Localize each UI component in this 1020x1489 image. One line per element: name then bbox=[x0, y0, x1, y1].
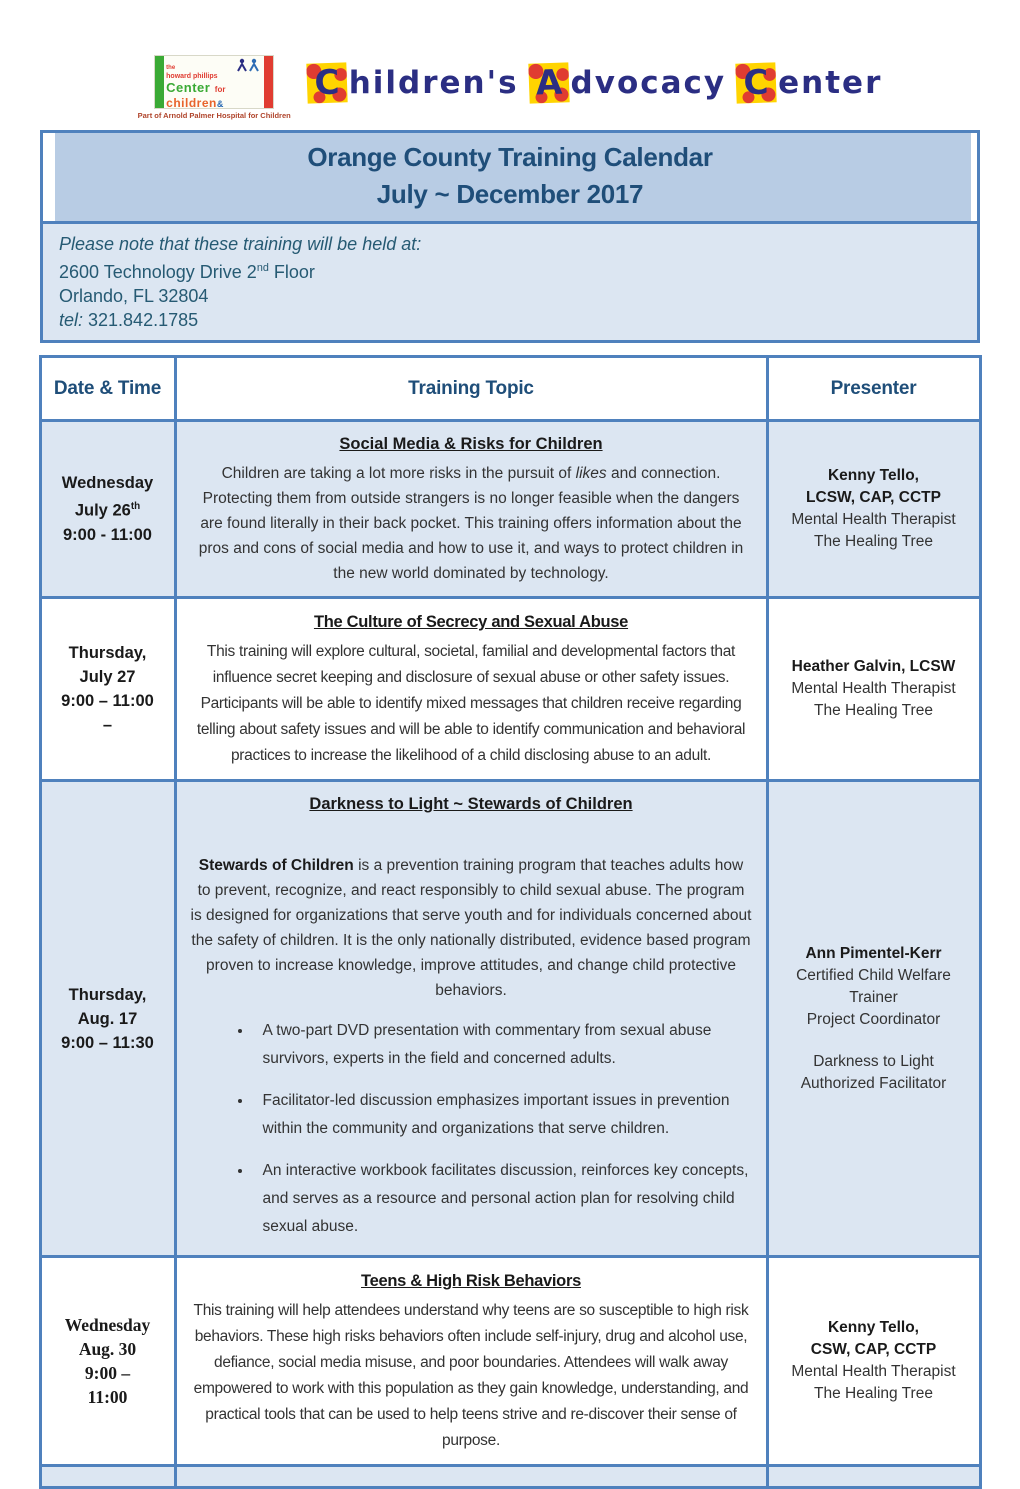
presenter-role: Project Coordinator bbox=[775, 1009, 973, 1031]
date-line: – bbox=[46, 713, 170, 737]
date-line: Thursday, bbox=[46, 983, 170, 1007]
presenter-role: Certified Child Welfare Trainer bbox=[775, 965, 973, 1009]
presenter-name: Kenny Tello, bbox=[775, 1317, 973, 1339]
presenter-credentials: LCSW, CAP, CCTP bbox=[775, 487, 973, 509]
note-line-2 bbox=[59, 256, 977, 284]
date-line bbox=[46, 495, 170, 523]
header-presenter: Presenter bbox=[767, 357, 980, 421]
logo-children bbox=[166, 97, 262, 109]
date-cell bbox=[40, 1257, 175, 1466]
topic-title: The Culture of Secrecy and Sexual Abuse bbox=[191, 609, 752, 635]
presenter-cell bbox=[767, 1257, 980, 1466]
bullet-item: • An interactive workbook facilitates discussion, reinforces key concepts, and serves as a resource and personal action plan for resolving child sexual abuse. bbox=[253, 1157, 752, 1241]
topic-cell bbox=[175, 421, 767, 598]
topic-cell bbox=[175, 781, 767, 1257]
brand-rest-3: enter bbox=[778, 65, 882, 101]
note-floor: Floor bbox=[269, 262, 315, 282]
presenter-cell bbox=[767, 598, 980, 781]
topic-cell bbox=[175, 1257, 767, 1466]
table-row-empty bbox=[40, 1466, 980, 1488]
bullet-item: • Facilitator-led discussion emphasizes important issues in prevention within the community and organizations that serve children. bbox=[253, 1087, 752, 1143]
topic-intro-lead: Stewards of Children bbox=[199, 857, 354, 874]
presenter-role: Mental Health Therapist bbox=[775, 1361, 973, 1383]
date-line: July 27 bbox=[46, 665, 170, 689]
brand-tile-a: A bbox=[528, 62, 569, 103]
note-address: 2600 Technology Drive 2 bbox=[59, 262, 257, 282]
presenter-org: The Healing Tree bbox=[775, 700, 973, 722]
topic-body-italic: likes bbox=[576, 465, 607, 482]
presenter-name: Kenny Tello, bbox=[775, 465, 973, 487]
topic-body bbox=[191, 461, 752, 586]
header-logo-strip bbox=[0, 0, 1020, 120]
date-line: Aug. 17 bbox=[46, 1007, 170, 1031]
topic-body-pre: Children are taking a lot more risks in the pursuit of bbox=[222, 465, 576, 482]
note-ordinal-sup: nd bbox=[257, 262, 269, 274]
presenter-name: Heather Galvin, LCSW bbox=[775, 656, 973, 678]
topic-cell-empty bbox=[175, 1466, 767, 1488]
note-tel-value: 321.842.1785 bbox=[83, 310, 198, 330]
brand-word-advocacy bbox=[529, 63, 727, 103]
logo-green-bar bbox=[155, 56, 164, 108]
center-for-children-logo bbox=[138, 55, 291, 120]
location-note bbox=[43, 224, 977, 340]
topic-bullet-list bbox=[237, 1017, 752, 1241]
title-banner bbox=[43, 133, 977, 224]
info-block bbox=[40, 130, 980, 343]
presenter-role: Mental Health Therapist bbox=[775, 509, 973, 531]
header-date-time: Date & Time bbox=[40, 357, 175, 421]
date-ordinal-sup: th bbox=[131, 501, 140, 512]
table-header-row bbox=[40, 357, 980, 421]
brand-rest-1: hildren's bbox=[349, 65, 519, 101]
presenter-role: Mental Health Therapist bbox=[775, 678, 973, 700]
page-subtitle: July ~ December 2017 bbox=[55, 176, 965, 213]
presenter-cell bbox=[767, 421, 980, 598]
table-row bbox=[40, 598, 980, 781]
date-line: 9:00 – bbox=[46, 1361, 170, 1385]
topic-intro bbox=[191, 853, 752, 1003]
date-line: Wednesday bbox=[46, 471, 170, 495]
brand-tile-c1: C bbox=[306, 62, 347, 103]
presenter-name: Ann Pimentel-Kerr bbox=[775, 943, 973, 965]
header-training-topic: Training Topic bbox=[175, 357, 767, 421]
date-cell bbox=[40, 598, 175, 781]
logo-for: for bbox=[215, 85, 226, 94]
presenter-role: Authorized Facilitator bbox=[775, 1073, 973, 1095]
table-row bbox=[40, 1257, 980, 1466]
topic-title: Social Media & Risks for Children bbox=[191, 432, 752, 457]
people-icon bbox=[236, 58, 262, 76]
date-cell bbox=[40, 781, 175, 1257]
logo-tagline: Part of Arnold Palmer Hospital for Children bbox=[138, 111, 291, 120]
topic-cell bbox=[175, 598, 767, 781]
presenter-cell bbox=[767, 781, 980, 1257]
topic-body-post: and connection. Protecting them from outside strangers is no longer feasible when the dangers are found literally in their back pocket. This training offers information about the pros and cons of social media and how to use it, and ways to protect children in the new world dominated by technology. bbox=[199, 465, 744, 582]
date-line: 9:00 - 11:00 bbox=[46, 523, 170, 547]
childrens-advocacy-center-wordmark bbox=[307, 55, 883, 103]
logo-ampersand: & bbox=[217, 99, 224, 109]
date-line: 11:00 bbox=[46, 1385, 170, 1409]
note-line-3: Orlando, FL 32804 bbox=[59, 284, 977, 308]
presenter-org: The Healing Tree bbox=[775, 531, 973, 553]
topic-title: Darkness to Light ~ Stewards of Children bbox=[191, 792, 752, 817]
date-cell-empty bbox=[40, 1466, 175, 1488]
logo-the: the bbox=[166, 65, 175, 71]
topic-title: Teens & High Risk Behaviors bbox=[191, 1268, 752, 1294]
date-line: Thursday, bbox=[46, 641, 170, 665]
note-tel-label: tel: bbox=[59, 310, 83, 330]
page-title: Orange County Training Calendar bbox=[55, 139, 965, 176]
date-line: Aug. 30 bbox=[46, 1337, 170, 1361]
presenter-cell-empty bbox=[767, 1466, 980, 1488]
topic-body: This training will help attendees understand why teens are so susceptible to high risk behaviors. These high risks behaviors often include self-injury, drug and alcohol use, defiance, social media misuse, and poor boundaries. Attendees will walk away empowered to work with this population as they gain knowledge, understanding, and practical tools that can be used to help teens strive and re-discover their sense of purpose. bbox=[191, 1298, 752, 1454]
table-row bbox=[40, 421, 980, 598]
logo-red-bar bbox=[264, 56, 273, 108]
bullet-item: • A two-part DVD presentation with commentary from sexual abuse survivors, experts in the field and concerned adults. bbox=[253, 1017, 752, 1073]
date-line: Wednesday bbox=[46, 1313, 170, 1337]
logo-text-block bbox=[164, 56, 264, 108]
date-day: July 26 bbox=[75, 502, 131, 520]
brand-word-center bbox=[736, 63, 882, 103]
brand-rest-2: dvocacy bbox=[571, 65, 727, 101]
date-line: 9:00 – 11:00 bbox=[46, 689, 170, 713]
presenter-spacer bbox=[775, 1031, 973, 1051]
note-line-4 bbox=[59, 308, 977, 332]
brand-tile-c2: C bbox=[735, 62, 776, 103]
training-calendar-table bbox=[39, 355, 982, 1489]
logo-center: Center bbox=[166, 80, 210, 95]
table-row bbox=[40, 781, 980, 1257]
logo-children-word: children bbox=[166, 96, 217, 109]
presenter-org: The Healing Tree bbox=[775, 1383, 973, 1405]
date-line: 9:00 – 11:30 bbox=[46, 1031, 170, 1055]
logo-howard-phillips: howard phillips bbox=[166, 73, 262, 80]
note-line-1: Please note that these training will be held at: bbox=[59, 232, 977, 256]
brand-word-childrens bbox=[307, 63, 519, 103]
date-cell bbox=[40, 421, 175, 598]
presenter-credentials: CSW, CAP, CCTP bbox=[775, 1339, 973, 1361]
topic-body: This training will explore cultural, societal, familial and developmental factors that influence secret keeping and disclosure of sexual abuse or other safety issues. Participants will be able to identify mixed messages that children receive regarding telling about safety issues and will be able to identify communication and behavioral practices to increase the likelihood of a child disclosing abuse to an adult. bbox=[191, 639, 752, 769]
presenter-org: Darkness to Light bbox=[775, 1051, 973, 1073]
logo-box bbox=[154, 55, 274, 109]
topic-intro-rest: is a prevention training program that teaches adults how to prevent, recognize, and react responsibly to child sexual abuse. The program is designed for organizations that serve youth and for individuals concerned about the safety of children. It is the only nationally distributed, evidence based program proven to increase knowledge, improve attitudes, and change child protective behaviors. bbox=[191, 857, 752, 999]
